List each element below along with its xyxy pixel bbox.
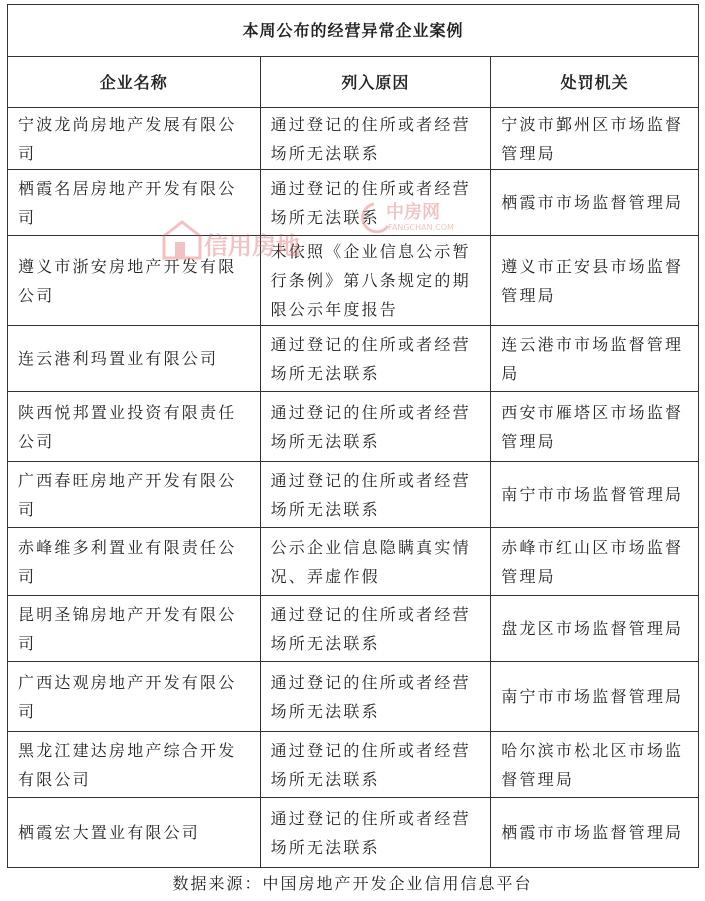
company-name-cell: 赤峰维多利置业有限责任公司 <box>8 528 261 596</box>
reason-cell: 公示企业信息隐瞒真实情况、弄虚作假 <box>260 528 491 596</box>
table-row <box>8 392 699 462</box>
company-name-cell: 黑龙江建达房地产综合开发有限公司 <box>8 732 261 798</box>
table-header-row <box>8 57 699 108</box>
authority-cell: 赤峰市红山区市场监督管理局 <box>491 528 699 596</box>
authority-cell: 盘龙区市场监督管理局 <box>491 596 699 662</box>
table-row <box>8 326 699 392</box>
table-row <box>8 170 699 236</box>
watermark-right-text: 中房网 <box>386 202 440 223</box>
reason-cell: 通过登记的住所或者经营场所无法联系 <box>260 798 491 868</box>
authority-cell: 连云港市市场监督管理局 <box>491 326 699 392</box>
table-row <box>8 662 699 732</box>
table-title: 本周公布的经营异常企业案例 <box>8 5 699 57</box>
table-title-row <box>8 5 699 57</box>
watermark-right-subtext: FANGCHAN.COM <box>388 223 454 232</box>
authority-cell: 南宁市市场监督管理局 <box>491 462 699 528</box>
company-name-cell: 遵义市浙安房地产开发有限公司 <box>8 236 261 326</box>
authority-cell: 栖霞市市场监督管理局 <box>491 170 699 236</box>
company-name-cell: 连云港利玛置业有限公司 <box>8 326 261 392</box>
reason-cell: 通过登记的住所或者经营场所无法联系 <box>260 662 491 732</box>
reason-cell: 通过登记的住所或者经营场所无法联系 <box>260 108 491 170</box>
company-name-cell: 广西达观房地产开发有限公司 <box>8 662 261 732</box>
reason-cell: 通过登记的住所或者经营场所无法联系 <box>260 732 491 798</box>
company-name-cell: 昆明圣锦房地产开发有限公司 <box>8 596 261 662</box>
header-company: 企业名称 <box>8 57 261 108</box>
reason-cell: 通过登记的住所或者经营场所无法联系 <box>260 462 491 528</box>
abnormal-companies-table <box>7 4 699 868</box>
reason-cell: 通过登记的住所或者经营场所无法联系 <box>260 326 491 392</box>
table-row <box>8 732 699 798</box>
header-authority: 处罚机关 <box>491 57 699 108</box>
reason-cell: 通过登记的住所或者经营场所无法联系 <box>260 170 491 236</box>
data-source-note: 数据来源：中国房地产开发企业信用信息平台 <box>172 874 533 893</box>
authority-cell: 南宁市市场监督管理局 <box>491 662 699 732</box>
case-table-container <box>7 4 699 868</box>
authority-cell: 西安市雁塔区市场监督管理局 <box>491 392 699 462</box>
company-name-cell: 栖霞名居房地产开发有限公司 <box>8 170 261 236</box>
table-row <box>8 108 699 170</box>
company-name-cell: 广西春旺房地产开发有限公司 <box>8 462 261 528</box>
table-row <box>8 462 699 528</box>
company-name-cell: 栖霞宏大置业有限公司 <box>8 798 261 868</box>
table-row <box>8 596 699 662</box>
reason-cell: 未依照《企业信息公示暂行条例》第八条规定的期限公示年度报告 <box>260 236 491 326</box>
reason-cell: 通过登记的住所或者经营场所无法联系 <box>260 392 491 462</box>
authority-cell: 哈尔滨市松北区市场监督管理局 <box>491 732 699 798</box>
authority-cell: 栖霞市市场监督管理局 <box>491 798 699 868</box>
watermark-left-text: 信用房地 <box>204 232 300 260</box>
authority-cell: 宁波市鄞州区市场监督管理局 <box>491 108 699 170</box>
reason-cell: 通过登记的住所或者经营场所无法联系 <box>260 596 491 662</box>
table-row <box>8 236 699 326</box>
table-row <box>8 528 699 596</box>
table-row <box>8 798 699 868</box>
company-name-cell: 宁波龙尚房地产发展有限公司 <box>8 108 261 170</box>
company-name-cell: 陕西悦邦置业投资有限责任公司 <box>8 392 261 462</box>
header-reason: 列入原因 <box>260 57 491 108</box>
authority-cell: 遵义市正安县市场监督管理局 <box>491 236 699 326</box>
